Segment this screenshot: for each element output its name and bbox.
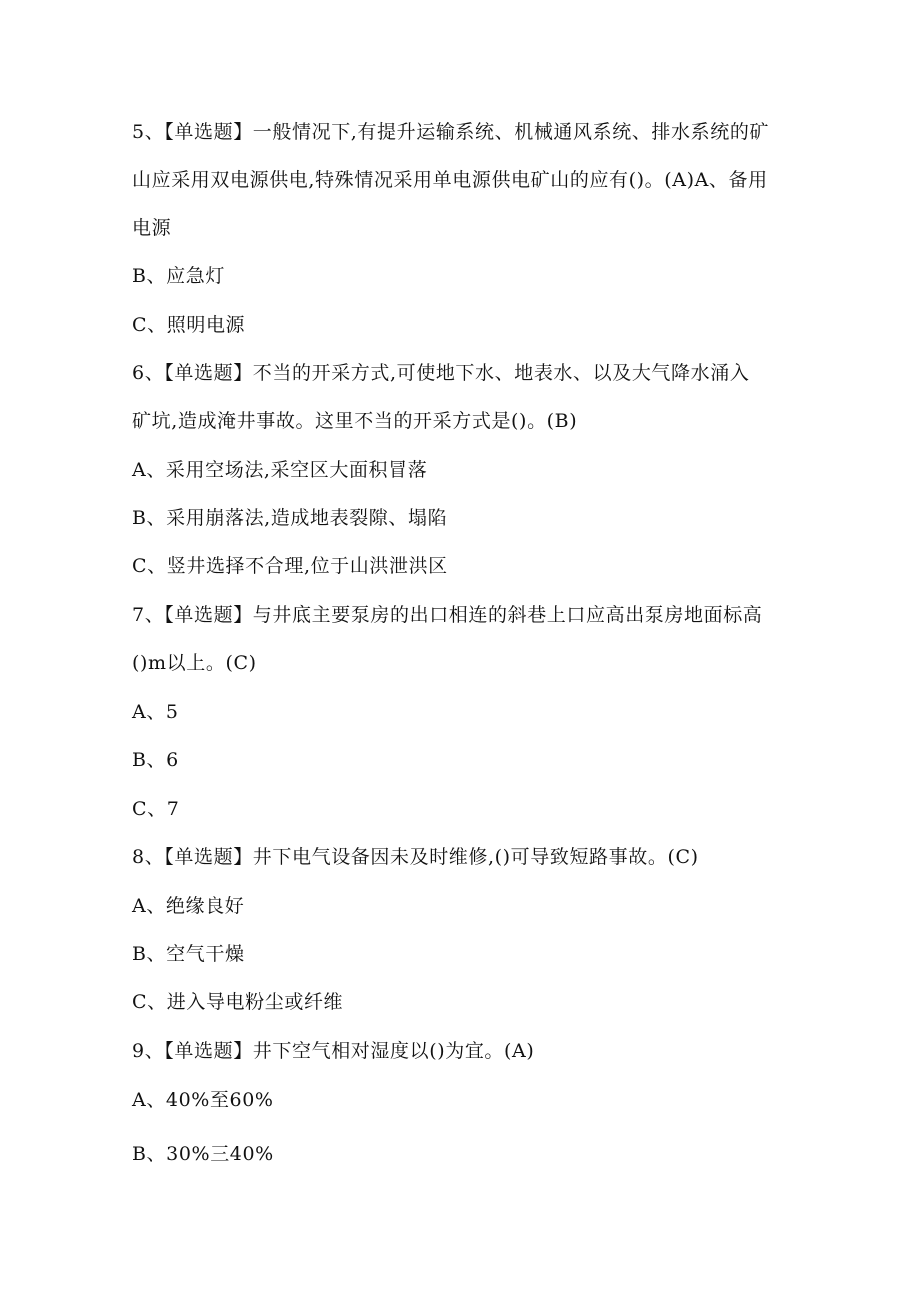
question-8-option-a: A、绝缘良好 — [132, 895, 245, 917]
question-6-option-b: B、采用崩落法,造成地表裂隙、塌陷 — [132, 507, 448, 529]
question-7-line-1: 7、【单选题】与井底主要泵房的出口相连的斜巷上口应高出泵房地面标高 — [132, 604, 763, 626]
question-8-option-b: B、空气干燥 — [132, 943, 245, 965]
question-9-option-b: B、30%三40% — [132, 1143, 274, 1165]
question-6-line-2: 矿坑,造成淹井事故。这里不当的开采方式是()。(B) — [132, 410, 578, 432]
question-9-line-1: 9、【单选题】井下空气相对湿度以()为宜。(A) — [132, 1040, 535, 1062]
question-5-line-2: 山应采用双电源供电,特殊情况采用单电源供电矿山的应有()。(A)A、备用 — [132, 169, 768, 191]
question-5-line-3: 电源 — [132, 217, 172, 239]
question-7-option-b: B、6 — [132, 749, 179, 771]
question-6-option-c: C、竖井选择不合理,位于山洪泄洪区 — [132, 555, 448, 577]
question-5-option-b: B、应急灯 — [132, 265, 225, 287]
question-8-line-1: 8、【单选题】井下电气设备因未及时维修,()可导致短路事故。(C) — [132, 846, 699, 868]
question-5-line-1: 5、【单选题】一般情况下,有提升运输系统、机械通风系统、排水系统的矿 — [132, 121, 770, 143]
question-8-option-c: C、进入导电粉尘或纤维 — [132, 991, 344, 1013]
question-7-option-c: C、7 — [132, 798, 180, 820]
question-7-option-a: A、5 — [132, 701, 179, 723]
question-9-option-a: A、40%至60% — [132, 1089, 274, 1111]
question-5-option-c: C、照明电源 — [132, 314, 246, 336]
question-7-line-2: ()m以上。(C) — [132, 652, 257, 674]
question-6-option-a: A、采用空场法,采空区大面积冒落 — [132, 459, 428, 481]
question-6-line-1: 6、【单选题】不当的开采方式,可使地下水、地表水、以及大气降水涌入 — [132, 362, 750, 384]
